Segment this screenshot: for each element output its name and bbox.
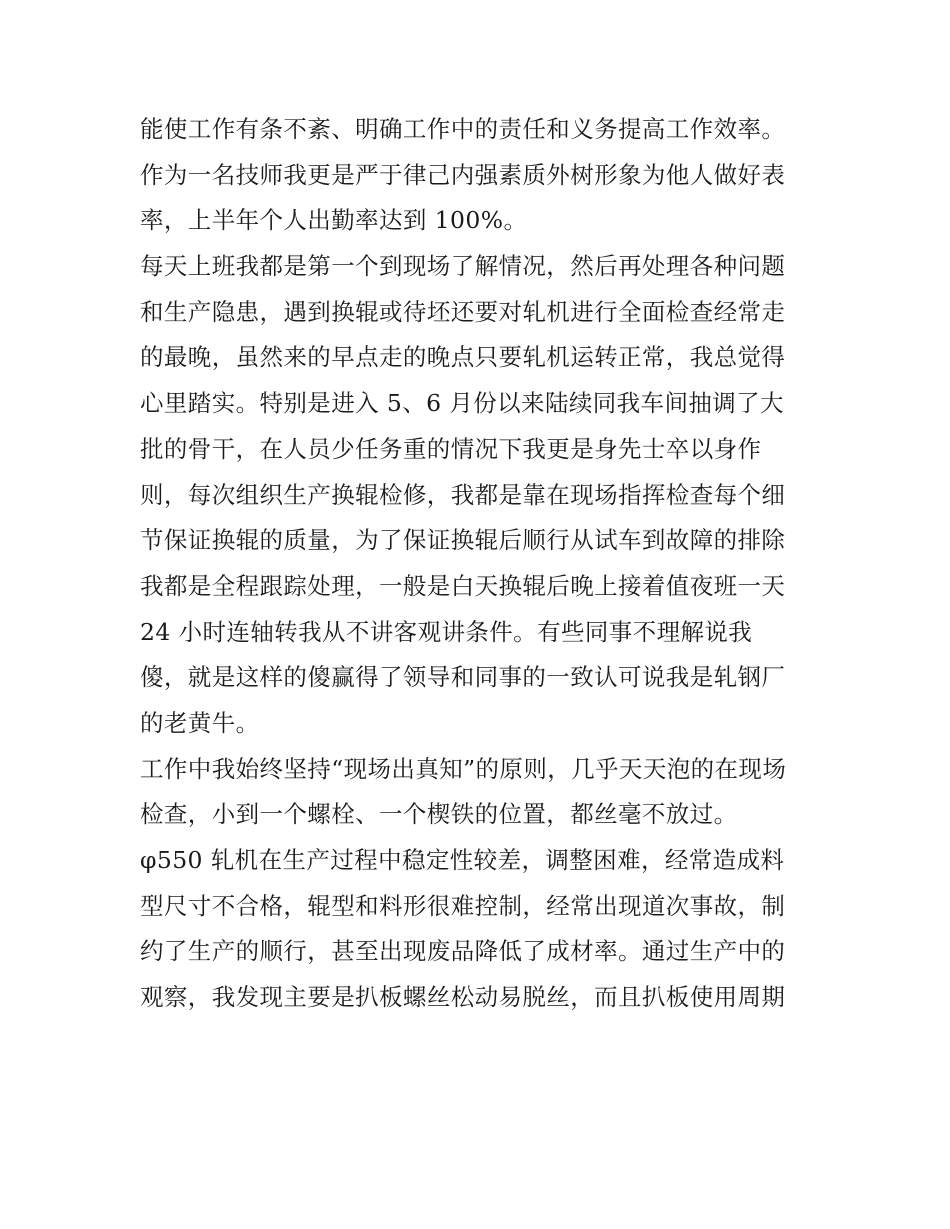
text-line: 约了生产的顺行，甚至出现废品降低了成材率。通过生产中的 (140, 937, 786, 966)
text-line: 能使工作有条不紊、明确工作中的责任和义务提高工作效率。 (140, 115, 786, 143)
text-line: 24 小时连轴转我从不讲客观讲条件。有些同事不理解说我 (140, 617, 753, 646)
text-line: 的老黄牛。 (140, 708, 260, 737)
text-line: 型尺寸不合格，辊型和料形很难控制，经常出现道次事故，制 (140, 891, 786, 920)
text-line: 检查，小到一个螺栓、一个楔铁的位置，都丝毫不放过。 (140, 800, 738, 829)
text-line: 批的骨干，在人员少任务重的情况下我更是身先士卒以身作 (140, 434, 762, 463)
text-line: 则，每次组织生产换辊检修，我都是靠在现场指挥检查每个细 (140, 480, 786, 509)
text-line: 工作中我始终坚持“现场出真知”的原则，几乎天天泡的在现场 (140, 754, 787, 783)
document-body (140, 107, 820, 1021)
text-line: 作为一名技师我更是严于律己内强素质外树形象为他人做好表 (140, 160, 786, 189)
text-line: 观察，我发现主要是扒板螺丝松动易脱丝，而且扒板使用周期 (140, 983, 786, 1012)
text-line: 的最晚，虽然来的早点走的晚点只要轧机运转正常，我总觉得 (140, 343, 786, 372)
text-line: 傻，就是这样的傻赢得了领导和同事的一致认可说我是轧钢厂 (140, 663, 786, 692)
text-line: φ550 轧机在生产过程中稳定性较差，调整困难，经常造成料 (140, 846, 785, 874)
text-line: 和生产隐患，遇到换辊或待坯还要对轧机进行全面检查经常走 (140, 297, 786, 326)
text-line: 率，上半年个人出勤率达到 100%。 (140, 206, 528, 235)
text-line: 我都是全程跟踪处理，一般是白天换辊后晚上接着值夜班一天 (140, 571, 786, 600)
text-line: 每天上班我都是第一个到现场了解情况，然后再处理各种问题 (140, 252, 786, 281)
text-line: 心里踏实。特别是进入 5、6 月份以来陆续同我车间抽调了大 (140, 389, 784, 418)
text-line: 节保证换辊的质量，为了保证换辊后顺行从试车到故障的排除 (140, 526, 786, 555)
